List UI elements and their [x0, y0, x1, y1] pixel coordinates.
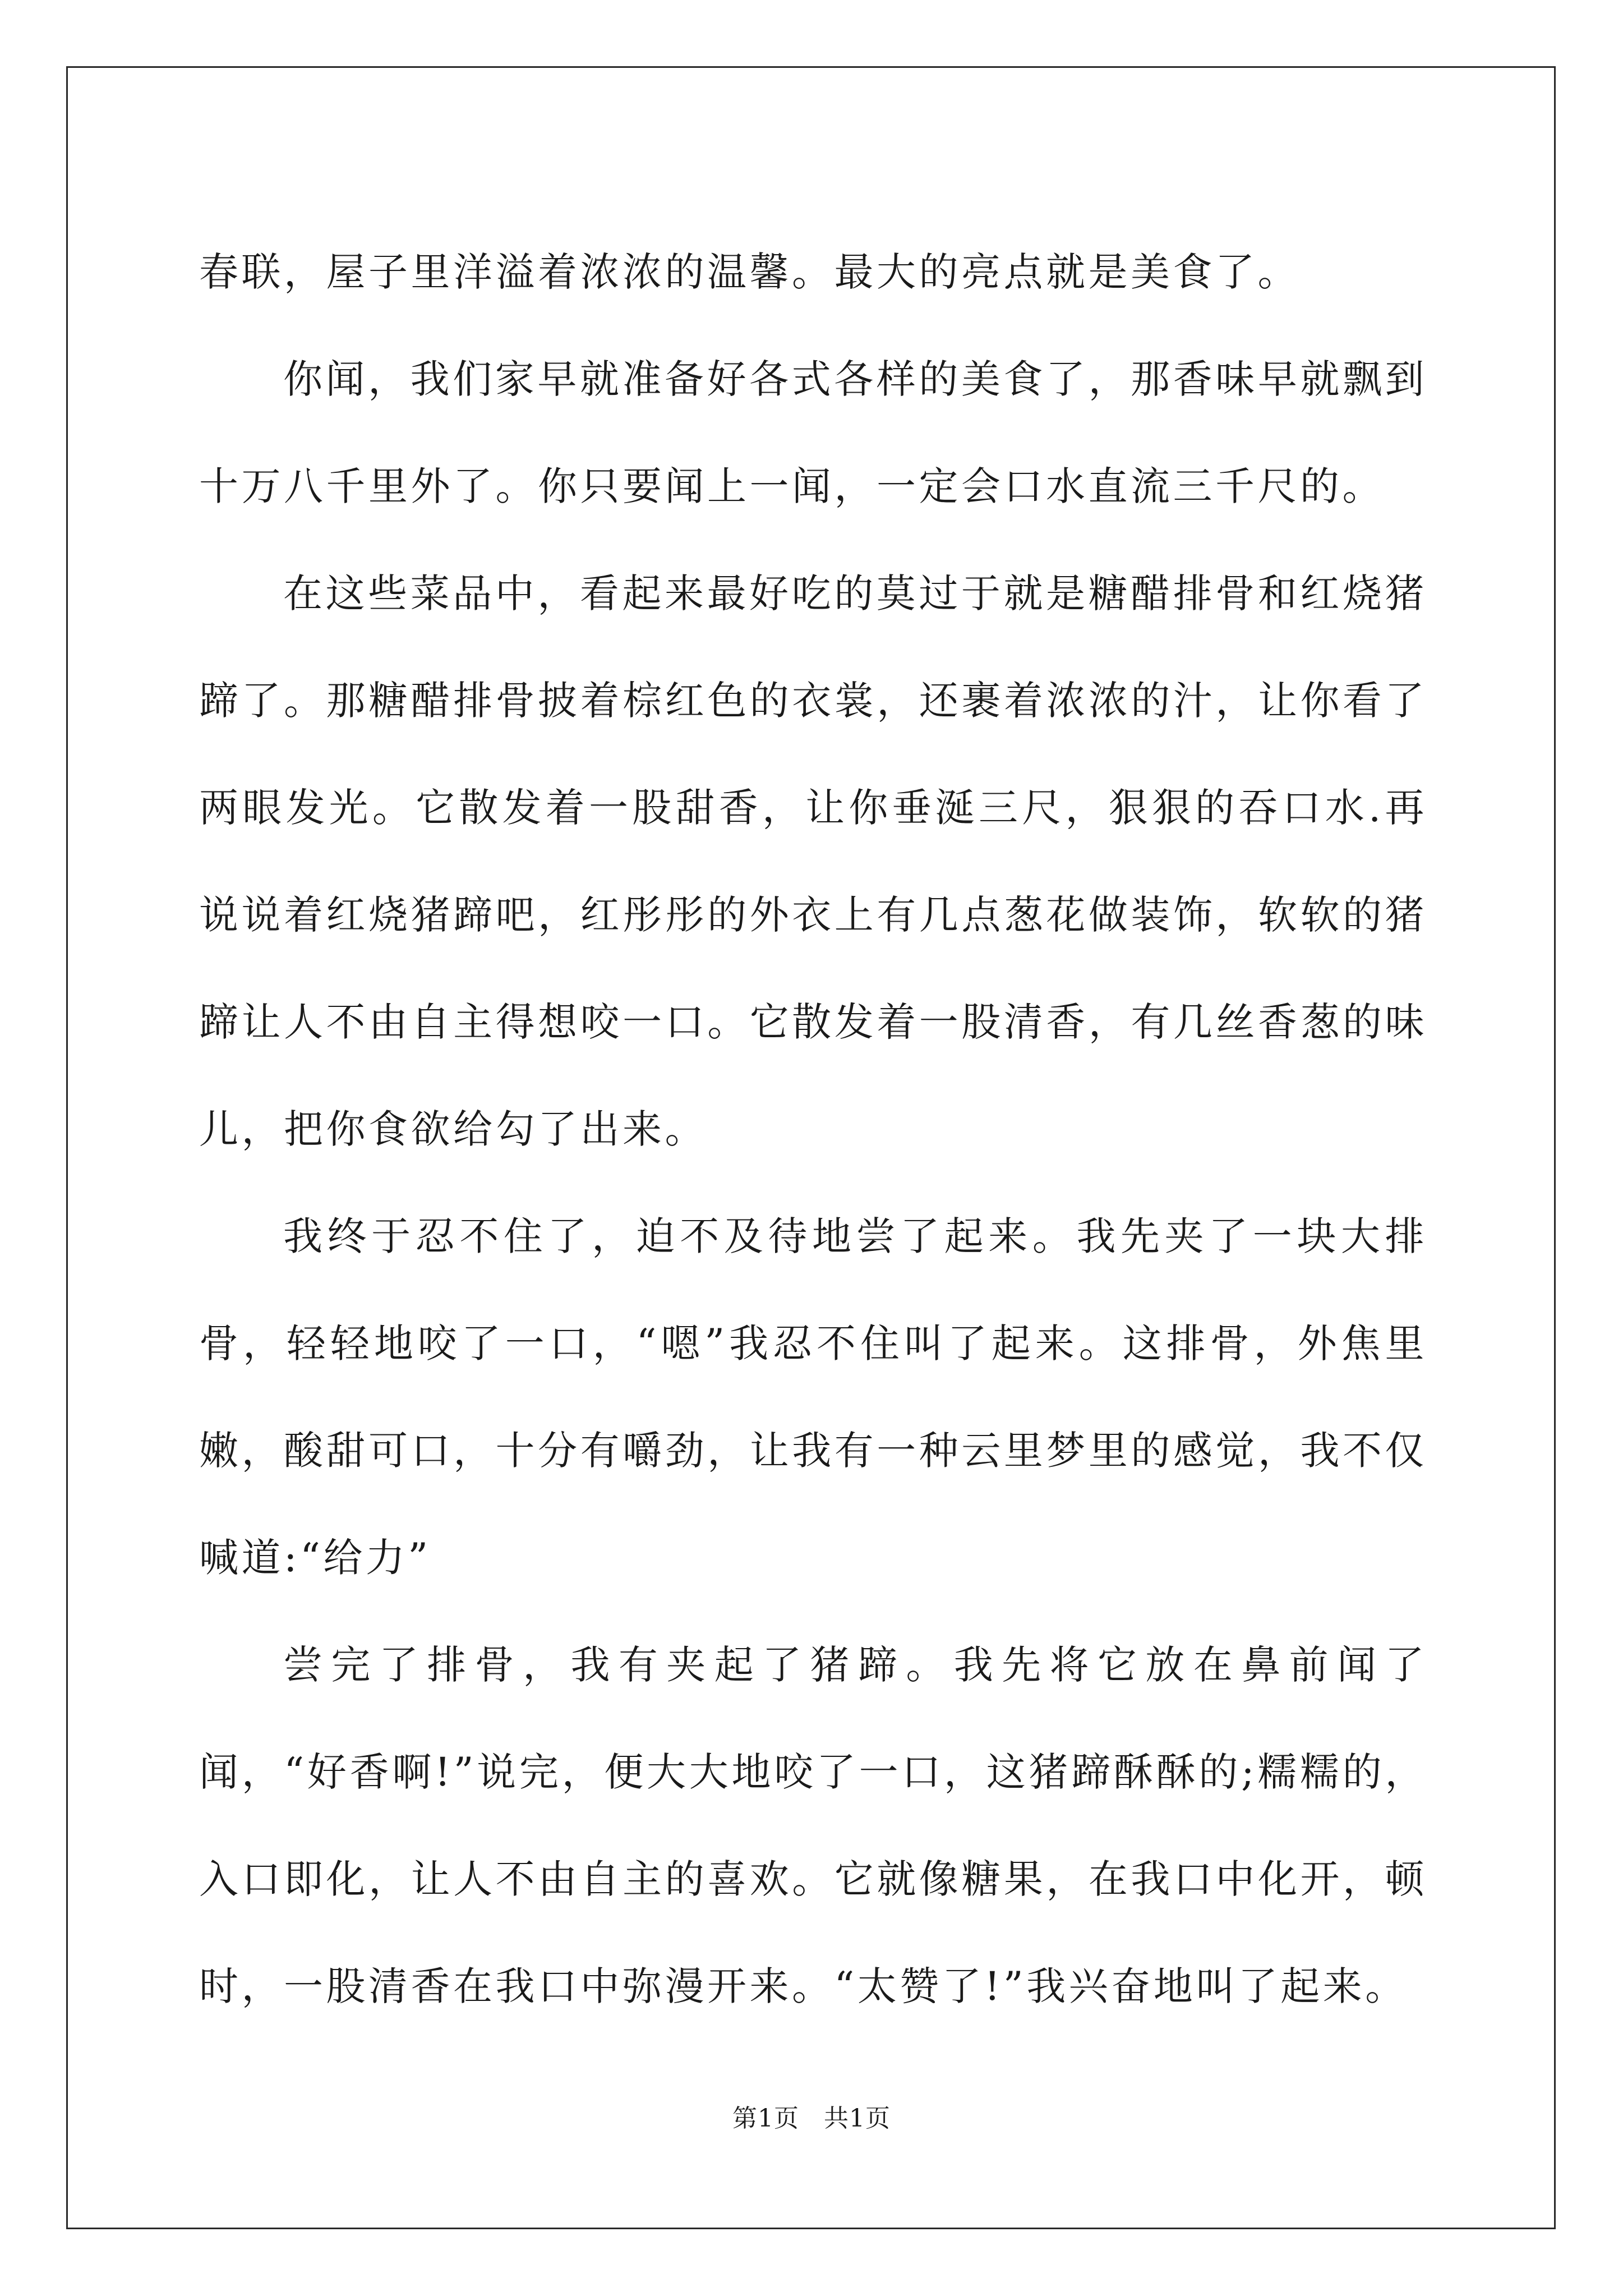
paragraph-3: 在这些菜品中，看起来最好吃的莫过于就是糖醋排骨和红烧猪蹄了。那糖醋排骨披着棕红色的衣裳，还裹着浓浓的汁，让你看了两眼发光。它散发着一股甜香，让你垂涎三尺，狠狠的吞口水.再说说着红烧猪蹄吧，红彤彤的外衣上有几点葱花做装饰，软软的猪蹄让人不由自主得想咬一口。它散发着一股清香，有几丝香葱的味儿，把你食欲给勾了出来。	[199, 570, 1427, 1152]
document-body	[199, 219, 1427, 2040]
paragraph-5: 尝完了排骨，我有夹起了猪蹄。我先将它放在鼻前闻了闻，“好香啊!”说完，便大大地咬了一口，这猪蹄酥酥的;糯糯的，入口即化，让人不由自主的喜欢。它就像糖果，在我口中化开，顿时，一股清香在我口中弥漫开来。“太赞了!”我兴奋地叫了起来。	[199, 1642, 1427, 2009]
page-number-current: 第1页	[732, 2104, 799, 2133]
page-number-total: 共1页	[824, 2104, 891, 2133]
paragraph-2: 你闻，我们家早就准备好各式各样的美食了，那香味早就飘到十万八千里外了。你只要闻上一闻，一定会口水直流三千尺的。	[199, 356, 1427, 509]
page-footer	[0, 2098, 1623, 2134]
paragraph-4: 我终于忍不住了，迫不及待地尝了起来。我先夹了一块大排骨，轻轻地咬了一口，“嗯”我忍不住叫了起来。这排骨，外焦里嫩，酸甜可口，十分有嚼劲，让我有一种云里梦里的感觉，我不仅喊道:“给力”	[199, 1213, 1427, 1581]
paragraph-1: 春联，屋子里洋溢着浓浓的温馨。最大的亮点就是美食了。	[199, 249, 1300, 295]
